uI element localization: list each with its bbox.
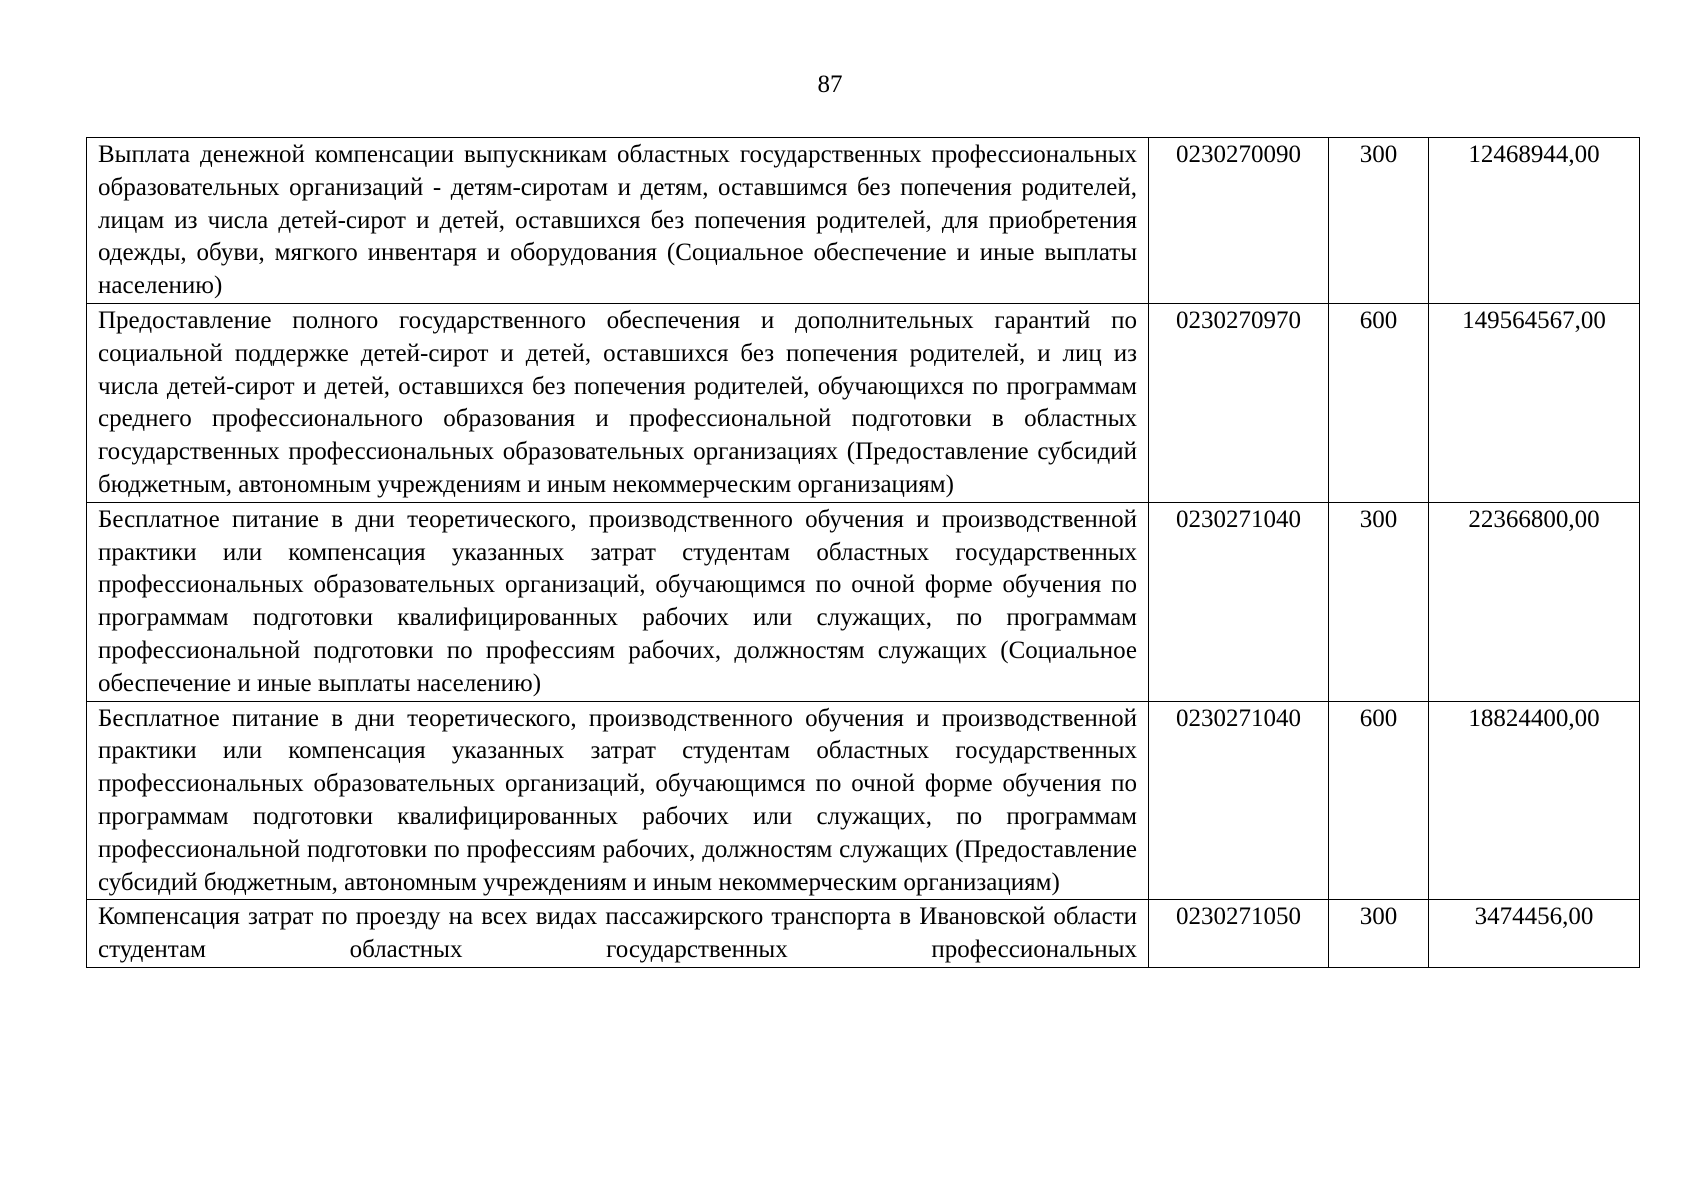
table-row — [87, 900, 1640, 968]
row-description: Бесплатное питание в дни теоретического, производственного обучения и производственной практики или компенсация указанных затрат студентам областных государственных профессиональных образовательных организаций, обучающимся по очной форме обучения по программам подготовки квалифицированных рабочих или служащих, по программам профессиональной подготовки по профессиям рабочих, должностям служащих (Предоставление субсидий бюджетным, автономным учреждениям и иным некоммерческим организациям) — [87, 701, 1149, 900]
row-target-code: 0230270970 — [1149, 303, 1329, 502]
table-row — [87, 138, 1640, 304]
row-expense-type: 300 — [1329, 138, 1429, 304]
row-expense-type: 600 — [1329, 303, 1429, 502]
row-amount: 3474456,00 — [1429, 900, 1640, 968]
row-target-code: 0230270090 — [1149, 138, 1329, 304]
row-target-code: 0230271050 — [1149, 900, 1329, 968]
row-description: Предоставление полного государственного обеспечения и дополнительных гарантий по социальной поддержке детей-сирот и детей, оставшихся без попечения родителей, и лиц из числа детей-сирот и детей, оставшихся без попечения родителей, обучающихся по программам среднего профессионального образования и профессиональной подготовки в областных государственных профессиональных образовательных организациях (Предоставление субсидий бюджетным, автономным учреждениям и иным некоммерческим организациям) — [87, 303, 1149, 502]
row-description: Компенсация затрат по проезду на всех видах пассажирского транспорта в Ивановской области студентам областных государственных профессиональных — [87, 900, 1149, 968]
row-target-code: 0230271040 — [1149, 502, 1329, 701]
row-target-code: 0230271040 — [1149, 701, 1329, 900]
table-row — [87, 303, 1640, 502]
row-amount: 12468944,00 — [1429, 138, 1640, 304]
row-description: Выплата денежной компенсации выпускникам областных государственных профессиональных образовательных организаций - детям-сиротам и детям, оставшимся без попечения родителей, лицам из числа детей-сирот и детей, оставшихся без попечения родителей, для приобретения одежды, обуви, мягкого инвентаря и оборудования (Социальное обеспечение и иные выплаты населению) — [87, 138, 1149, 304]
row-amount: 22366800,00 — [1429, 502, 1640, 701]
row-expense-type: 600 — [1329, 701, 1429, 900]
row-amount: 18824400,00 — [1429, 701, 1640, 900]
row-expense-type: 300 — [1329, 900, 1429, 968]
row-expense-type: 300 — [1329, 502, 1429, 701]
row-amount: 149564567,00 — [1429, 303, 1640, 502]
table-row — [87, 701, 1640, 900]
table-row — [87, 502, 1640, 701]
page-number: 87 — [817, 71, 843, 98]
row-description: Бесплатное питание в дни теоретического, производственного обучения и производственной практики или компенсация указанных затрат студентам областных государственных профессиональных образовательных организаций, обучающимся по очной форме обучения по программам подготовки квалифицированных рабочих или служащих, по программам профессиональной подготовки по профессиям рабочих, должностям служащих (Социальное обеспечение и иные выплаты населению) — [87, 502, 1149, 701]
budget-table — [86, 137, 1640, 968]
